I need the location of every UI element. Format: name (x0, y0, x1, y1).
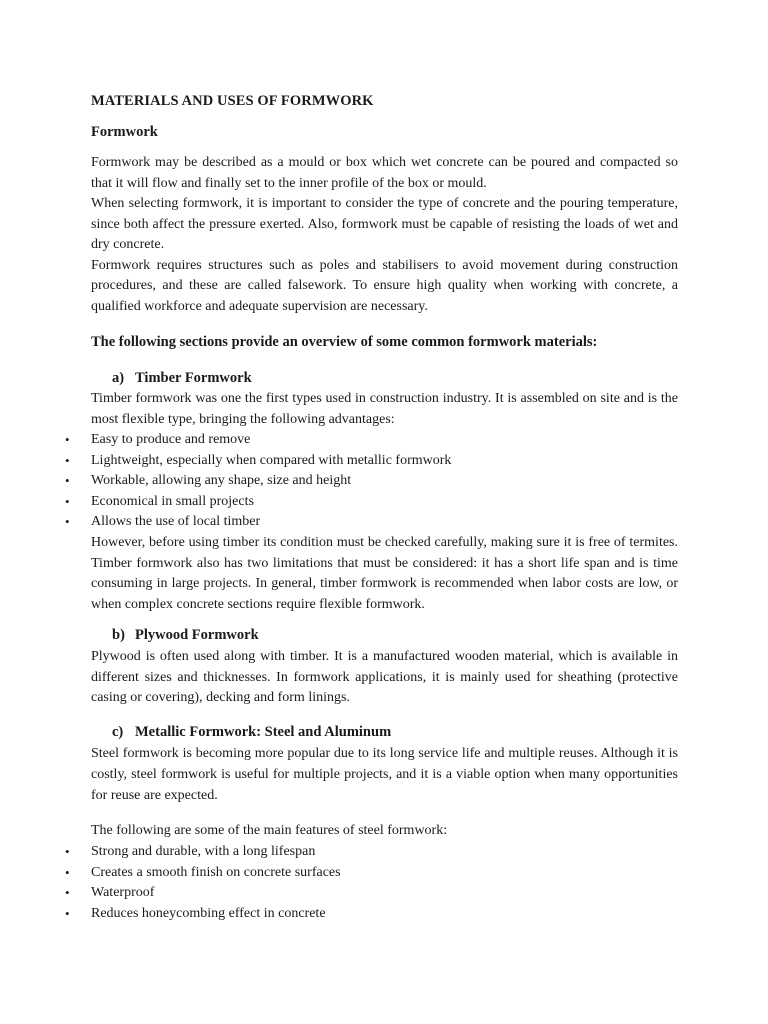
timber-closing (91, 533, 678, 615)
list-item: • Waterproof (62, 883, 678, 904)
subheading-label: Plywood Formwork (135, 627, 259, 643)
intro-paragraph: When selecting formwork, it is important to consider the type of concrete and the pouring temperature, since both affect the pressure exerted. Also, formwork must be capable of resisting the loads of wet and dry concrete. (91, 196, 678, 252)
overview-lead: The following sections provide an overview of some common formwork materials: (91, 334, 598, 350)
timber-closing-text: However, before using timber its condition must be checked carefully, making sure it is free of termites. Timber formwork also has two limitations that must be considered: it has a short life span and is time consuming in large projects. In general, timber formwork is recommended when labor costs are low, or when complex concrete sections require flexible formwork. (91, 535, 678, 612)
metallic-features-lead: The following are some of the main features of steel formwork: (91, 823, 448, 838)
plywood-text: Plywood is often used along with timber. It is a manufactured wooden material, which is available in different sizes and thicknesses. In formwork applications, it is mainly used for sheathing (protective casing or covering), decking and form linings. (91, 649, 678, 705)
list-item: • Economical in small projects (62, 492, 678, 513)
subheading-label: Timber Formwork (135, 370, 252, 386)
bullet-icon: • (65, 432, 70, 447)
list-item: • Reduces honeycombing effect in concrete (62, 904, 678, 925)
list-item: • Easy to produce and remove (62, 430, 678, 451)
metallic-features-lead-block (91, 821, 678, 842)
subheading-timber (112, 370, 252, 387)
metallic-text: Steel formwork is becoming more popular due to its long service life and multiple reuses. Although it is costly, steel formwork is useful for multiple projects, and it is a viable option when many opportunities for reuse are expected. (91, 746, 678, 803)
timber-intro (91, 389, 678, 430)
list-item: • Workable, allowing any shape, size and height (62, 471, 678, 492)
bullet-icon: • (65, 905, 70, 921)
bullet-icon: • (65, 885, 70, 900)
intro-paragraph: Formwork requires structures such as poles and stabilisers to avoid movement during construction procedures, and these are called falsework. To ensure high quality when working with concrete, a qualified workforce and adequate supervision are necessary. (91, 257, 678, 314)
bullet-icon: • (65, 493, 70, 509)
subheading-metallic (112, 724, 391, 741)
plywood-text-block (91, 647, 678, 709)
subheading-marker: a) (112, 370, 125, 386)
subheading-plywood (112, 627, 259, 644)
timber-intro-text: Timber formwork was one the first types used in construction industry. It is assembled on site and is the most flexible type, bringing the following advantages: (91, 391, 678, 427)
list-item: • Lightweight, especially when compared with metallic formwork (62, 451, 678, 472)
intro-paragraph: Formwork may be described as a mould or box which wet concrete can be poured and compacted so that it will flow and finally set to the inner profile of the box or mould. (91, 155, 678, 191)
bullet-icon: • (65, 844, 70, 859)
subheading-marker: b) (112, 627, 125, 643)
bullet-icon: • (65, 864, 70, 880)
formwork-intro (91, 153, 678, 317)
list-item: • Creates a smooth finish on concrete surfaces (62, 863, 678, 884)
list-item: • Allows the use of local timber (62, 512, 678, 533)
bullet-icon: • (65, 452, 70, 468)
subheading-marker: c) (112, 724, 124, 740)
timber-advantages-list (62, 430, 678, 533)
bullet-icon: • (65, 514, 70, 529)
document-title: MATERIALS AND USES OF FORMWORK (91, 93, 374, 109)
subheading-label: Metallic Formwork: Steel and Aluminum (135, 724, 392, 740)
steel-features-list (62, 842, 678, 924)
list-item: • Strong and durable, with a long lifespan (62, 842, 678, 863)
section-heading-formwork: Formwork (91, 124, 158, 140)
bullet-icon: • (65, 473, 70, 488)
metallic-text-block (91, 743, 678, 806)
